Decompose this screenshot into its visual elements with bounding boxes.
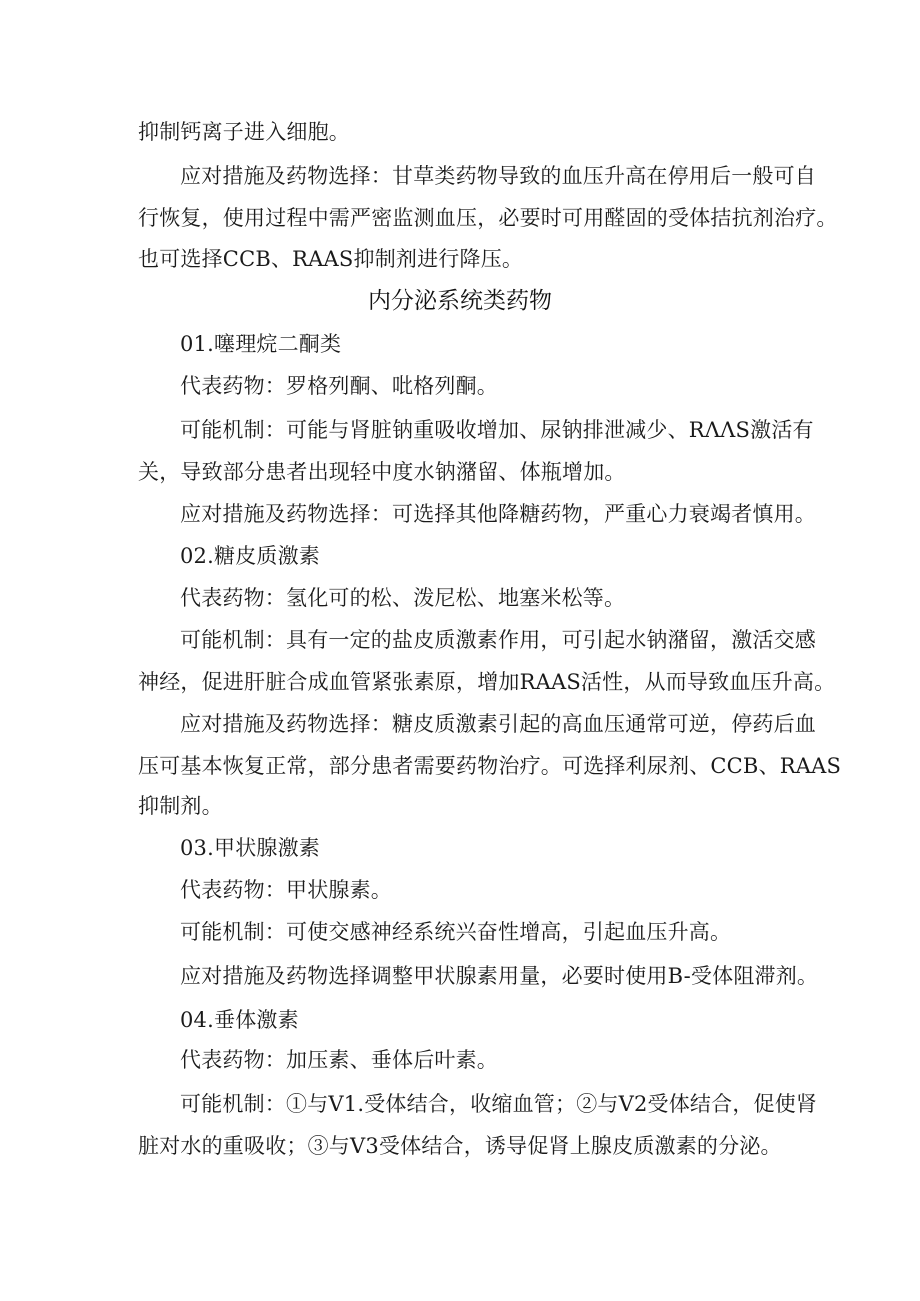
item-mechanism-04-line-2: 脏对水的重吸收；③与V3受体结合，诱导促肾上腺皮质激素的分泌。	[138, 1134, 782, 1158]
item-response-03: 应对措施及药物选择调整甲状腺素用量，必要时使用B-受体阻滞剂。	[180, 964, 819, 988]
intro-paragraph-line-1: 应对措施及药物选择：甘草类药物导致的血压升高在停用后一般可自	[180, 164, 816, 188]
item-drugs-04: 代表药物：加压素、垂体后叶素。	[180, 1048, 498, 1072]
item-response-02-line-2: 压可基本恢复正常，部分患者需要药物治疗。可选择利尿剂、CCB、RAAS	[138, 754, 842, 778]
item-heading-01: 01.噻理烷二酮类	[180, 332, 342, 356]
item-heading-04: 04.垂体激素	[180, 1008, 299, 1032]
item-mechanism-03: 可能机制：可使交感神经系统兴奋性增高，引起血压升高。	[180, 920, 732, 944]
intro-paragraph-line-3: 也可选择CCB、RAAS抑制剂进行降压。	[138, 247, 524, 271]
item-response-01: 应对措施及药物选择：可选择其他降糖药物，严重心力衰竭者慎用。	[180, 502, 816, 526]
intro-paragraph-line-2: 行恢复，使用过程中需严密监测血压，必要时可用醛固的受体拮抗剂治疗。	[138, 206, 838, 230]
item-mechanism-02-line-1: 可能机制：具有一定的盐皮质激素作用，可引起水钠潴留，激活交感	[180, 628, 816, 652]
item-mechanism-01-line-2: 关，导致部分患者出现轻中度水钠潴留、体瓶增加。	[138, 460, 626, 484]
item-mechanism-01-line-1: 可能机制：可能与肾脏钠重吸收增加、尿钠排泄减少、RΛΛS激活有	[180, 418, 814, 442]
section-title: 内分泌系统类药物	[368, 288, 552, 314]
item-mechanism-04-line-1: 可能机制：①与V1.受体结合，收缩血管；②与V2受体结合，促使肾	[180, 1092, 818, 1116]
intro-line: 抑制钙离子进入细胞。	[138, 120, 350, 144]
item-heading-03: 03.甲状腺激素	[180, 836, 320, 860]
item-mechanism-02-line-2: 神经，促进肝脏合成血管紧张素原，增加RAAS活性，从而导致血压升高。	[138, 670, 836, 694]
item-response-02-line-1: 应对措施及药物选择：糖皮质激素引起的高血压通常可逆，停药后血	[180, 712, 816, 736]
item-heading-02: 02.糖皮质激素	[180, 544, 320, 568]
item-response-02-line-3: 抑制剂。	[138, 794, 223, 818]
item-drugs-02: 代表药物：氢化可的松、泼尼松、地塞米松等。	[180, 586, 626, 610]
item-drugs-03: 代表药物：甲状腺素。	[180, 878, 392, 902]
item-drugs-01: 代表药物：罗格列酮、吡格列酮。	[180, 374, 498, 398]
